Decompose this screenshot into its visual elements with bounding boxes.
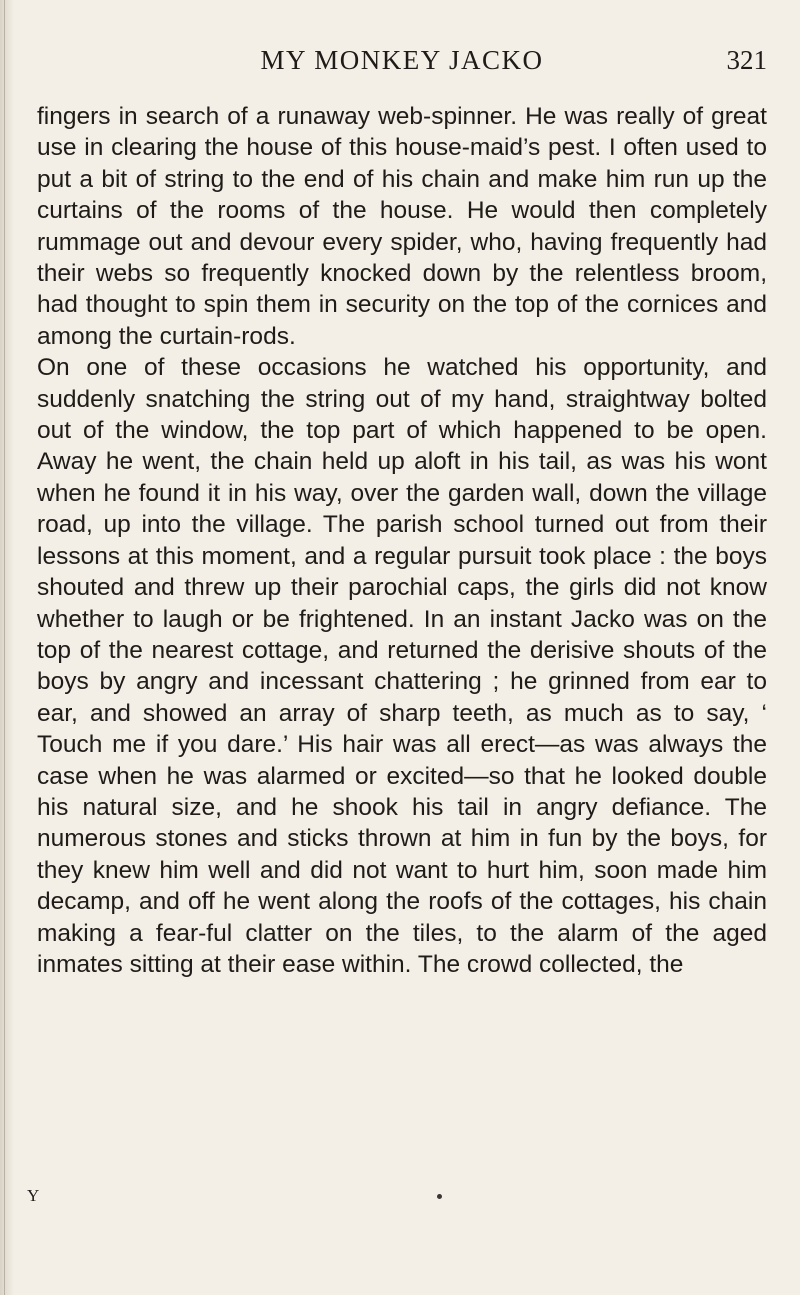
- binding-edge: [4, 0, 5, 1295]
- paragraph-opportunity: On one of these occasions he watched his opportunity, and suddenly snatching the string out of my hand, straightway bolted out of the window, the top part of which happened to be open. Away he went, the chain held up aloft in his tail, as was his wont when he found it in his way, over the garden wall, down the village road, up into the village. The parish school turned out from their lessons at this moment, and a regular pursuit took place : the boys shouted and threw up their parochial caps, the girls did not know whether to laugh or be frightened. In an instant Jacko was on the top of the nearest cottage, and returned the derisive shouts of the boys by angry and incessant chattering ; he grinned from ear to ear, and showed an array of sharp teeth, as much as to say, ‘ Touch me if you dare.’ His hair was all erect—as was always the case when he was alarmed or excited—so that he looked double his natural size, and he shook his tail in angry defiance. The numerous stones and sticks thrown at him in fun by the boys, for they knew him well and did not want to hurt him, soon made him decamp, and off he went along the roofs of the cottages, his chain making a fear-ful clatter on the tiles, to the alarm of the aged inmates sitting at their ease within. The crowd collected, the: [37, 354, 767, 978]
- running-title: MY MONKEY JACKO: [260, 45, 544, 75]
- paragraph-continued: fingers in search of a runaway web-spinner. He was really of great use in clearing the house of this house-maid’s pest. I often used to put a bit of string to the end of his chain and make him run up the curtains of the rooms of the house. He would then completely rummage out and devour every spider, who, having frequently had their webs so frequently knocked down by the relentless broom, had thought to spin them in security on the top of the cornices and among the curtain-rods.: [37, 103, 767, 350]
- print-dot: [437, 1194, 442, 1199]
- book-page: [37, 45, 767, 980]
- signature-mark: Y: [27, 1186, 40, 1205]
- binding-shadow: [0, 0, 14, 1295]
- running-head: [37, 45, 767, 89]
- body-text: [37, 101, 767, 980]
- page-number: 321: [726, 45, 767, 75]
